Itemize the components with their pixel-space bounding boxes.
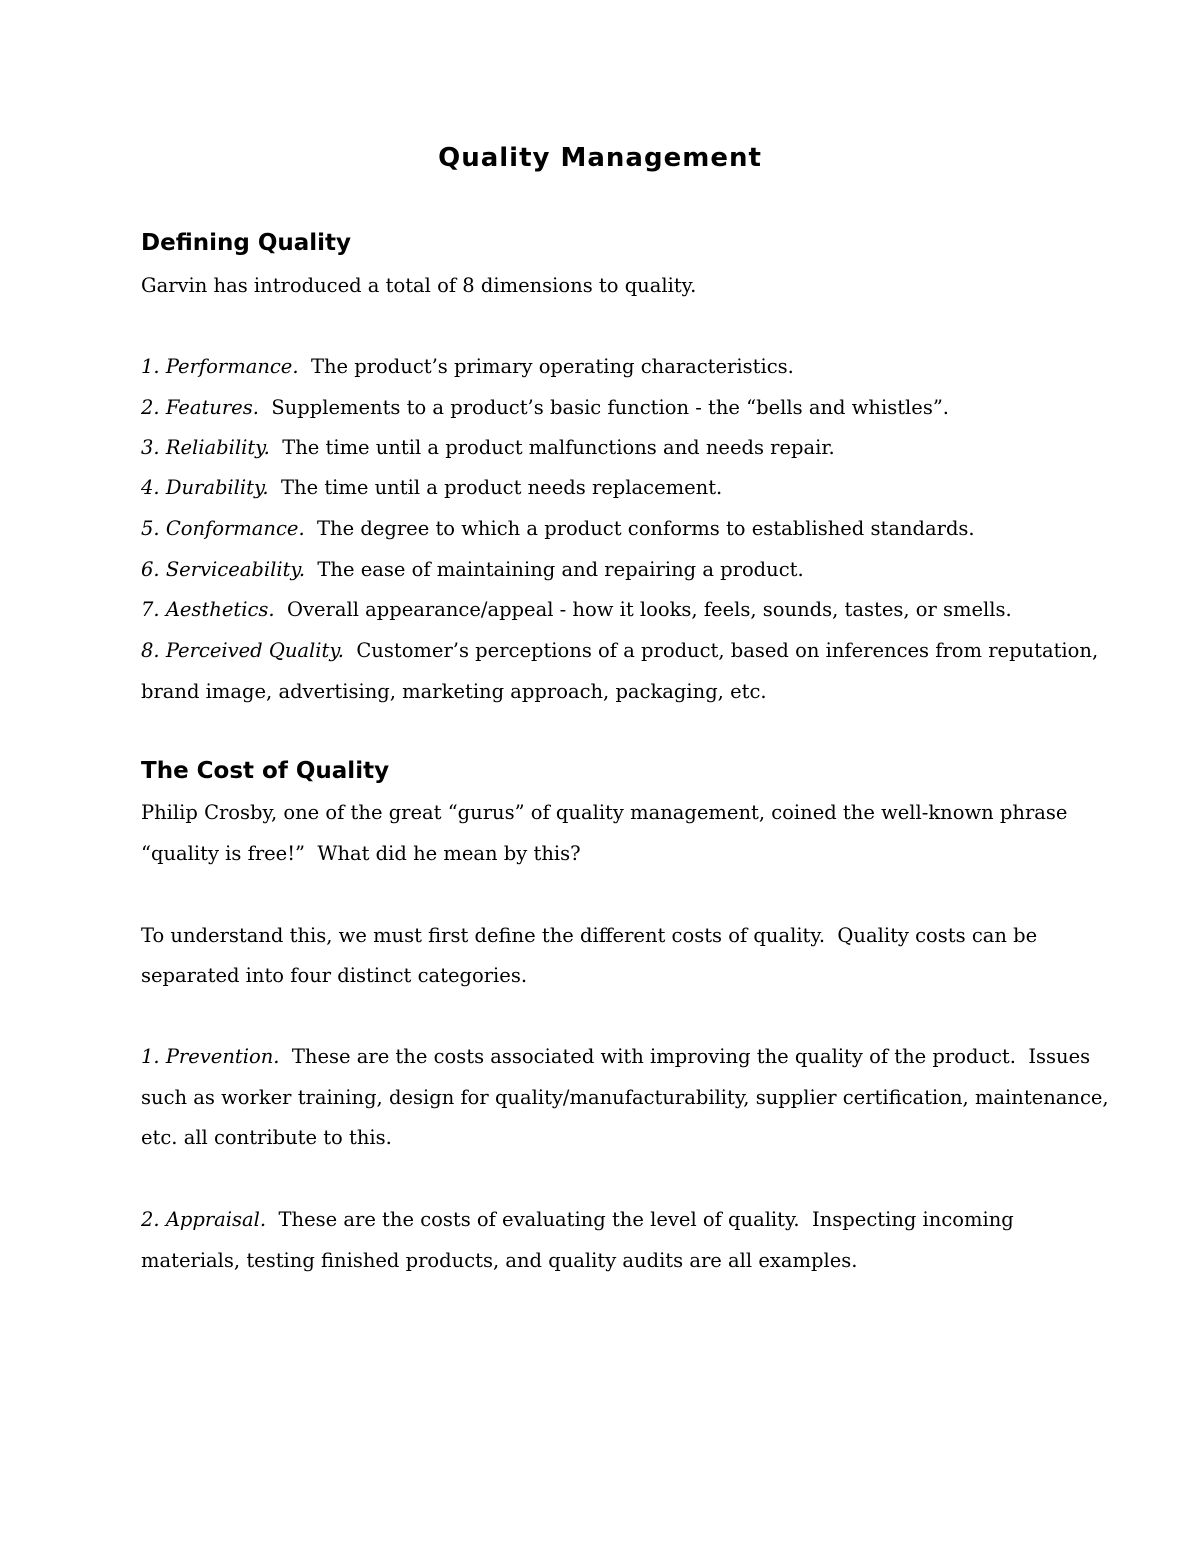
- crosby-paragraph-line-2: “quality is free!” What did he mean by this?: [141, 842, 581, 865]
- dimension-description: The degree to which a product conforms to established standards.: [304, 517, 975, 540]
- dimension-item-features: [141, 394, 1101, 422]
- crosby-paragraph-line-1: Philip Crosby, one of the great “gurus” of quality management, coined the well-known phrase: [141, 801, 1068, 824]
- dimension-item-aesthetics: [141, 596, 1101, 624]
- cost-category-prevention-line-2: such as worker training, design for quality/manufacturability, supplier certification, maintenance,: [141, 1086, 1109, 1109]
- dimension-punct: .: [292, 355, 299, 378]
- dimension-term: Features: [165, 396, 253, 419]
- dimension-punct: .: [263, 436, 270, 459]
- dimension-item-serviceability: [141, 556, 1101, 584]
- category-description: These are the costs associated with improving the quality of the product. Issues: [279, 1045, 1091, 1068]
- dimension-punct: .: [252, 396, 259, 419]
- document-title: Quality Management: [438, 143, 762, 173]
- dimension-description: Customer’s perceptions of a product, based on inferences from reputation,: [343, 639, 1099, 662]
- costs-paragraph-line-2: separated into four distinct categories.: [141, 964, 528, 987]
- dimension-term: Reliability: [165, 436, 264, 459]
- intro-paragraph: Garvin has introduced a total of 8 dimensions to quality.: [141, 274, 697, 297]
- dimension-number: 7.: [141, 598, 166, 621]
- cost-category-prevention-line-3: etc. all contribute to this.: [141, 1126, 392, 1149]
- dimension-punct: .: [337, 639, 344, 662]
- dimension-description: The time until a product malfunctions and needs repair.: [269, 436, 835, 459]
- section-heading-cost-of-quality: The Cost of Quality: [141, 758, 390, 784]
- dimension-number: 2.: [141, 396, 166, 419]
- dimension-description: The time until a product needs replacement.: [268, 476, 723, 499]
- dimension-term: Aesthetics: [165, 598, 269, 621]
- dimension-item-durability: [141, 474, 1101, 502]
- cost-category-appraisal: [141, 1206, 1101, 1234]
- dimension-item-performance: [141, 353, 1101, 381]
- dimension-punct: .: [268, 598, 275, 621]
- dimension-item-conformance: [141, 515, 1101, 543]
- dimension-term: Durability: [165, 476, 263, 499]
- category-term: Prevention: [165, 1045, 274, 1068]
- dimension-description: Overall appearance/appeal - how it looks, feels, sounds, tastes, or smells.: [274, 598, 1012, 621]
- dimension-punct: .: [262, 476, 269, 499]
- dimension-term: Performance: [165, 355, 293, 378]
- category-punct: .: [259, 1208, 267, 1231]
- dimension-number: 6.: [141, 558, 166, 581]
- dimension-item-reliability: [141, 434, 1101, 462]
- dimension-punct: .: [298, 558, 306, 581]
- cost-category-appraisal-line-2: materials, testing finished products, and quality audits are all examples.: [141, 1249, 858, 1272]
- category-number: 2.: [141, 1208, 166, 1231]
- dimension-term: Conformance: [165, 517, 299, 540]
- costs-paragraph-line-1: To understand this, we must first define the different costs of quality. Quality costs can be: [141, 924, 1038, 947]
- cost-category-prevention: [141, 1043, 1101, 1071]
- dimension-term: Serviceability: [165, 558, 299, 581]
- dimension-number: 5.: [141, 517, 166, 540]
- dimension-number: 4.: [141, 476, 166, 499]
- section-heading-defining-quality: Defining Quality: [141, 230, 352, 256]
- dimension-description: Supplements to a product’s basic function - the “bells and whistles”.: [258, 396, 949, 419]
- dimension-item-perceived-quality: [141, 637, 1101, 665]
- dimension-description: The ease of maintaining and repairing a product.: [305, 558, 804, 581]
- dimension-number: 3.: [141, 436, 166, 459]
- dimension-term: Perceived Quality: [165, 639, 338, 662]
- category-description: These are the costs of evaluating the level of quality. Inspecting incoming: [266, 1208, 1014, 1231]
- category-number: 1.: [141, 1045, 166, 1068]
- category-punct: .: [273, 1045, 280, 1068]
- dimension-description: The product’s primary operating characteristics.: [298, 355, 794, 378]
- dimension-punct: .: [298, 517, 305, 540]
- dimension-number: 1.: [141, 355, 166, 378]
- dimension-item-perceived-quality-continuation: brand image, advertising, marketing approach, packaging, etc.: [141, 680, 767, 703]
- category-term: Appraisal: [165, 1208, 260, 1231]
- dimension-number: 8.: [141, 639, 166, 662]
